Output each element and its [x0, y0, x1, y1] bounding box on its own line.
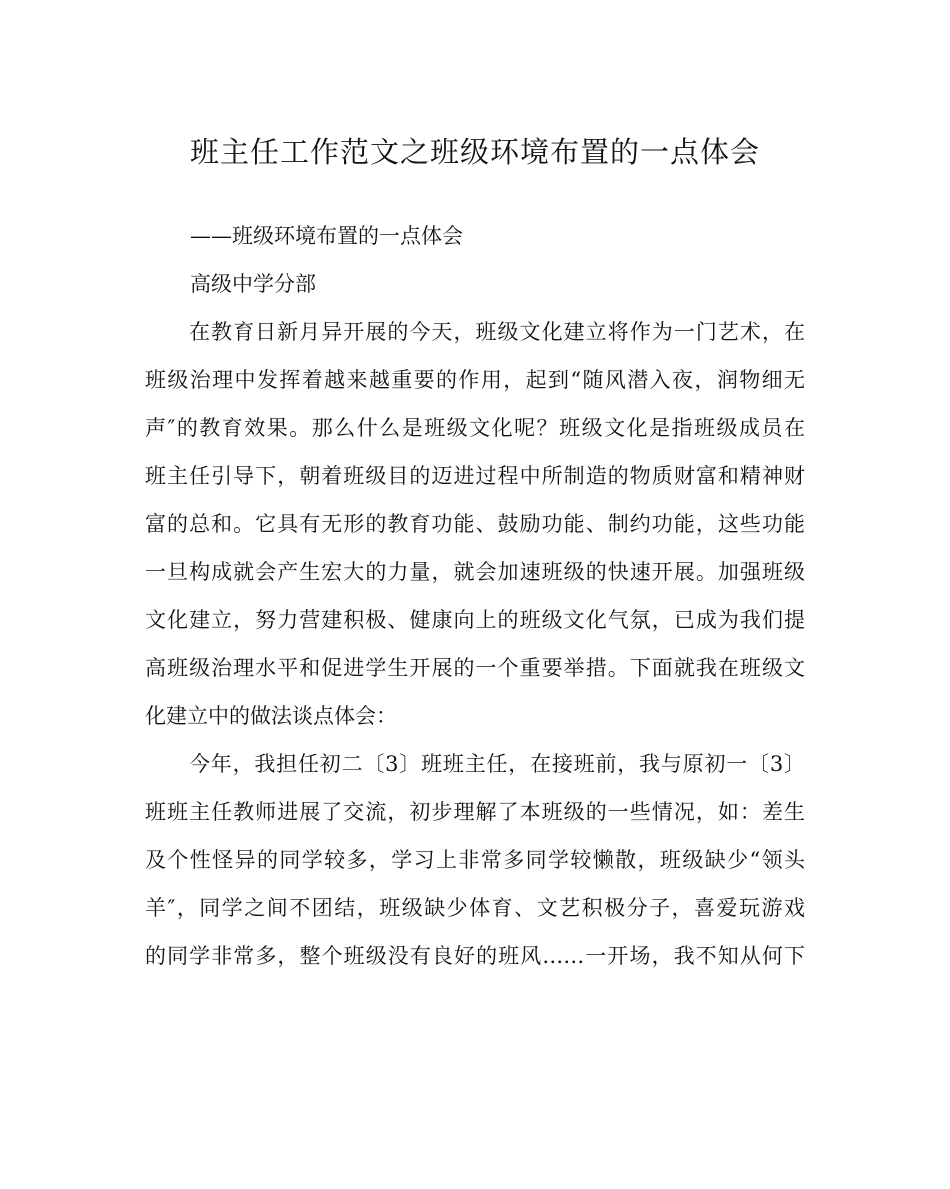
paragraph-line: 班级治理中发挥着越来越重要的作用，起到“随风潜入夜，润物细无 — [145, 368, 805, 392]
paragraph-line: 富的总和。它具有无形的教育功能、鼓励功能、制约功能，这些功能 — [145, 512, 805, 536]
paragraph-line: 班主任引导下，朝着班级目的迈进过程中所制造的物质财富和精神财 — [145, 464, 805, 488]
paragraph-line: 羊″，同学之间不团结，班级缺少体育、文艺积极分子，喜爱玩游戏 — [145, 896, 805, 920]
document-subtitle: ——班级环境布置的一点体会 — [190, 224, 463, 248]
paragraph-line: 及个性怪异的同学较多，学习上非常多同学较懒散，班级缺少“领头 — [145, 848, 805, 872]
department-label: 高级中学分部 — [190, 272, 316, 296]
paragraph-line: 班班主任教师进展了交流，初步理解了本班级的一些情况，如：差生 — [145, 800, 805, 824]
paragraph-2 — [145, 748, 805, 988]
paragraph-line: 的同学非常多，整个班级没有良好的班风……一开场，我不知从何下 — [145, 944, 805, 968]
paragraph-line: 今年，我担任初二〔3〕班班主任，在接班前，我与原初一〔3〕 — [189, 752, 805, 776]
paragraph-line: 高班级治理水平和促进学生开展的一个重要举措。下面就我在班级文 — [145, 656, 805, 680]
document-title: 班主任工作范文之班级环境布置的一点体会 — [189, 135, 760, 169]
paragraph-line: 化建立中的做法谈点体会： — [145, 704, 397, 728]
paragraph-1 — [145, 316, 805, 748]
paragraph-line: 在教育日新月异开展的今天，班级文化建立将作为一门艺术，在 — [189, 320, 805, 344]
paragraph-line: 一旦构成就会产生宏大的力量，就会加速班级的快速开展。加强班级 — [145, 560, 805, 584]
paragraph-line: 文化建立，努力营建积极、健康向上的班级文化气氛，已成为我们提 — [145, 608, 805, 632]
paragraph-line: 声″的教育效果。那么什么是班级文化呢？班级文化是指班级成员在 — [145, 416, 805, 440]
